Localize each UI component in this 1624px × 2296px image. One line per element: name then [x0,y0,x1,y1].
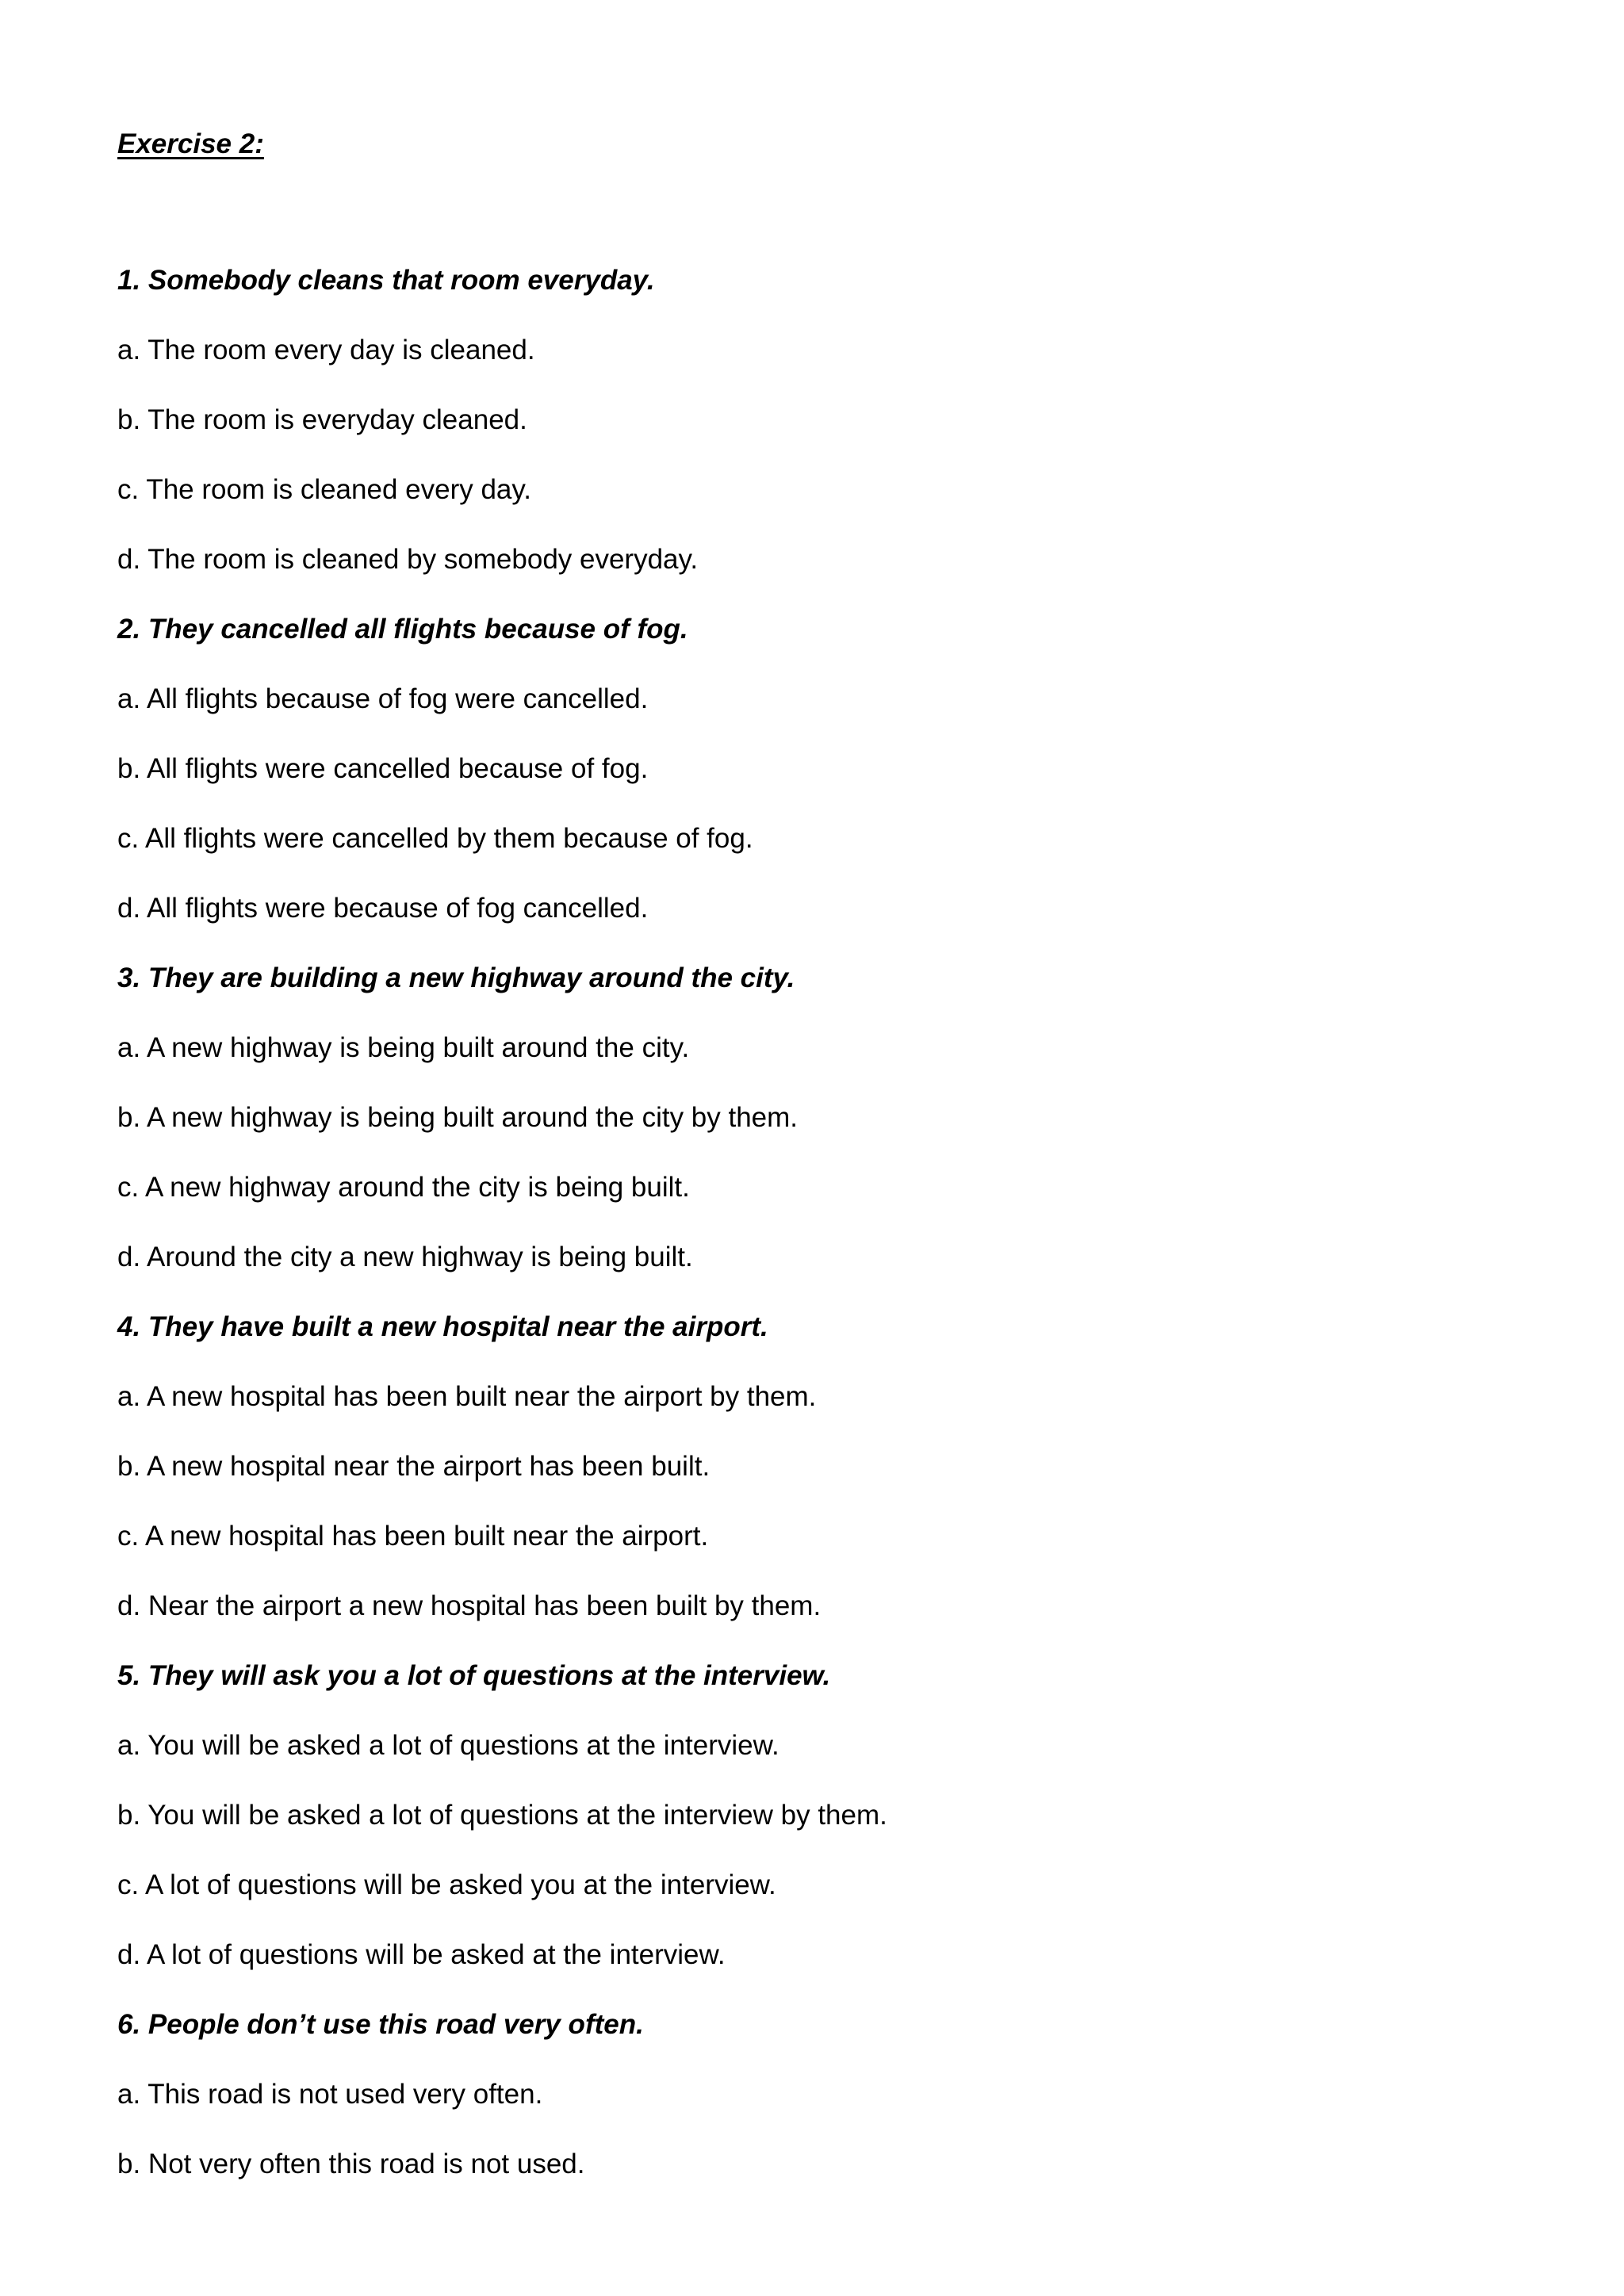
question-1-option-d: d. The room is cleaned by somebody everyday. [117,544,699,575]
question-5-option-c: c. A lot of questions will be asked you at the interview. [117,1869,776,1900]
question-3-option-d: d. Around the city a new highway is being built. [117,1242,693,1272]
question-6-option-a: a. This road is not used very often. [117,2079,543,2110]
question-3-option-a: a. A new highway is being built around the city. [117,1032,690,1063]
question-list [117,260,1529,2214]
question-4-option-b: b. A new hospital near the airport has been built. [117,1451,710,1482]
question-4-option-a: a. A new hospital has been built near the airport by them. [117,1381,817,1412]
question-5-option-d: d. A lot of questions will be asked at the interview. [117,1939,726,1970]
question-5-option-a: a. You will be asked a lot of questions at the interview. [117,1730,779,1761]
question-3-prompt: 3. They are building a new highway around the city. [117,962,795,993]
question-1-option-c: c. The room is cleaned every day. [117,474,532,505]
question-1-prompt: 1. Somebody cleans that room everyday. [117,265,655,296]
question-2-option-c: c. All flights were cancelled by them because of fog. [117,823,753,854]
question-4-option-c: c. A new hospital has been built near the airport. [117,1521,709,1552]
question-2-option-a: a. All flights because of fog were cancelled. [117,683,649,714]
question-1-option-a: a. The room every day is cleaned. [117,335,535,365]
question-4-prompt: 4. They have built a new hospital near the airport. [117,1311,768,1342]
question-2-option-b: b. All flights were cancelled because of fog. [117,753,649,784]
question-3-option-c: c. A new highway around the city is being built. [117,1172,690,1203]
question-6-prompt: 6. People don’t use this road very often. [117,2009,644,2040]
question-4-option-d: d. Near the airport a new hospital has been built by them. [117,1590,822,1621]
question-1-option-b: b. The room is everyday cleaned. [117,404,527,435]
question-2-option-d: d. All flights were because of fog cancelled. [117,893,649,924]
question-5-option-b: b. You will be asked a lot of questions at the interview by them. [117,1800,887,1831]
question-5-prompt: 5. They will ask you a lot of questions at the interview. [117,1660,831,1691]
exercise-title: Exercise 2: [117,128,264,159]
question-2-prompt: 2. They cancelled all flights because of fog. [117,614,688,645]
question-3-option-b: b. A new highway is being built around the city by them. [117,1102,799,1133]
question-6-option-b: b. Not very often this road is not used. [117,2149,585,2179]
